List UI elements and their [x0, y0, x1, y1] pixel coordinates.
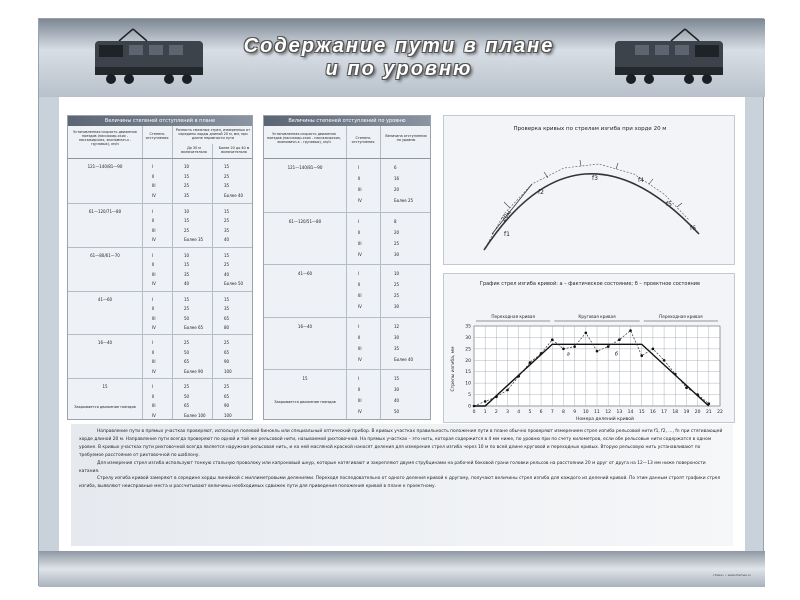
degree-cell: IV — [358, 304, 362, 310]
y-tick-label: 10 — [465, 381, 471, 387]
degree-cell: III — [152, 403, 156, 409]
y-tick-label: 15 — [465, 370, 471, 376]
degree-cell: I — [152, 208, 154, 214]
series-a-point — [674, 373, 677, 376]
y-tick-label: 0 — [468, 404, 471, 410]
series-b-label: б — [614, 351, 618, 358]
title-line-2: и по уровню — [325, 58, 473, 80]
speed-cell: 121—140/81—90 — [287, 165, 323, 170]
series-a-point — [562, 348, 565, 351]
value-cell: 15 — [394, 376, 400, 382]
degree-cell: III — [152, 183, 156, 188]
value-cell: 65 — [224, 315, 230, 321]
value-cell: 80 — [224, 325, 230, 330]
value-cell: Более 50 — [224, 281, 244, 287]
value-cell: 10 — [184, 208, 190, 214]
value-cell: 50 — [394, 409, 400, 415]
value-cell: 16 — [394, 176, 400, 181]
degree-cell: I — [152, 164, 154, 169]
x-tick-label: 2 — [494, 410, 498, 415]
value-cell: 40 — [224, 271, 230, 277]
x-tick-label: 13 — [616, 410, 623, 415]
speed-cell: 61—120/71—80 — [88, 208, 122, 214]
x-tick-label: 12 — [605, 410, 612, 415]
table-plan-col-over: Более 20 до 40 м включительно — [218, 146, 250, 154]
series-a-point — [629, 329, 632, 332]
y-tick-label: 5 — [468, 393, 471, 399]
value-cell: 50 — [184, 349, 190, 355]
degree-cell: IV — [152, 325, 156, 330]
table-row — [68, 334, 252, 378]
value-cell: 90 — [224, 359, 230, 365]
speed-cell: 15 — [302, 376, 308, 382]
series-a-point — [506, 389, 509, 392]
value-cell: 30 — [394, 251, 400, 257]
zone-label: Круговая кривая — [578, 314, 616, 319]
value-cell: 30 — [394, 387, 400, 393]
x-tick-label: 4 — [517, 410, 521, 415]
degree-cell: II — [152, 349, 155, 355]
degree-cell: IV — [358, 198, 362, 203]
value-cell: Более 100 — [184, 412, 206, 418]
value-cell: 15 — [224, 208, 230, 214]
table-plan — [67, 115, 253, 420]
series-a-point — [573, 345, 576, 348]
value-cell: 35 — [224, 183, 230, 188]
series-a-point — [708, 402, 711, 405]
x-tick-label: 16 — [650, 410, 656, 415]
value-cell: 90 — [224, 403, 230, 409]
note-cell: Закрывается движение поездов — [274, 400, 336, 405]
speed-cell: 15 — [102, 384, 108, 390]
degree-cell: III — [152, 315, 156, 321]
value-cell: 25 — [184, 306, 190, 311]
x-tick-label: 9 — [573, 410, 577, 415]
degree-cell: II — [152, 393, 155, 399]
degree-cell: III — [152, 227, 156, 233]
degree-cell: II — [152, 262, 155, 268]
series-a-point — [585, 332, 588, 335]
value-cell: 40 — [184, 281, 190, 287]
value-cell: 35 — [184, 271, 190, 277]
series-a-point — [696, 393, 699, 396]
series-a-point — [484, 400, 487, 403]
x-tick-label: 8 — [562, 410, 565, 415]
footer-credit: «Тема» • www.themes.ru — [712, 573, 751, 577]
degree-cell: II — [152, 173, 155, 179]
table-row — [264, 317, 430, 370]
value-cell: 65 — [224, 393, 230, 399]
value-cell: 35 — [224, 227, 230, 233]
value-cell: 15 — [224, 252, 230, 258]
description-p3: Стрелу изгиба кривой замеряют в середине хорды линейкой с миллиметровыми делениями. Переходя последовательно от одного деления кривой к другому, получают величины стрел изгиба для каждого из делений кривой. По этим данным строят графики стрел изгиба, выявляют неисправные места и рассчитывают величины необходимых сдвижек пути для приведения положения кривой в плане к проектному. — [79, 476, 721, 490]
value-cell: 15 — [184, 262, 190, 268]
value-cell: Более 40 — [394, 356, 414, 362]
bend-chart — [443, 273, 735, 423]
value-cell: Более 90 — [184, 368, 204, 374]
content-panel — [59, 97, 745, 551]
x-tick-label: 21 — [705, 410, 712, 415]
degree-cell: III — [358, 398, 362, 404]
x-tick-label: 18 — [672, 410, 679, 415]
x-tick-label: 17 — [661, 410, 667, 415]
series-a-point — [685, 386, 688, 389]
degree-cell: I — [152, 252, 154, 258]
series-a-point — [517, 375, 520, 378]
degree-cell: I — [358, 165, 360, 170]
locomotive-right-image — [609, 27, 729, 89]
degree-cell: II — [358, 229, 361, 235]
y-tick-label: 30 — [465, 335, 471, 341]
value-cell: 25 — [394, 240, 400, 246]
degree-cell: IV — [152, 368, 156, 374]
chord-polyline — [484, 164, 689, 250]
offset-line — [616, 163, 618, 169]
table-plan-col-diff: Разность смежных стрел, измеренных от середины хорды длиной 20 м, мм, при длине неровности пути — [175, 128, 251, 140]
value-cell: 25 — [224, 340, 230, 346]
table-level-col-speed: Установленная скорость движения поездов (пассажир-ских - пассажирских, экономичн-х - грузовых), км/ч — [267, 132, 341, 144]
table-row — [68, 291, 252, 335]
offset-line — [649, 179, 653, 184]
degree-cell: III — [152, 359, 156, 365]
offset-line — [544, 172, 548, 178]
table-row — [264, 159, 430, 212]
title-line-1: Содержание пути в плане — [243, 35, 555, 57]
value-cell: 65 — [224, 349, 230, 355]
curve-diagram-title: Проверка кривых по стрелам изгиба при хорде 20 м — [513, 126, 667, 132]
value-cell: 10 — [184, 164, 190, 169]
y-tick-label: 35 — [465, 324, 471, 330]
value-cell: 8 — [394, 218, 397, 224]
x-tick-label: 20 — [694, 410, 701, 415]
header-banner — [39, 19, 765, 97]
degree-cell: II — [358, 176, 361, 181]
table-row — [68, 203, 252, 247]
degree-cell: IV — [358, 356, 362, 362]
chart-xlabel: Номера делений кривой — [576, 417, 634, 422]
degree-cell: II — [358, 282, 361, 288]
description-p1: Направление пути в прямых участках проверяют, используя полевой бинокль или специальный оптический прибор. В кривых участках правильность положения пути в плане обычно проверяют измерением стрел изгиба рельсовой нити f1, f2, ..., fn при стягивающей хорде длиной 20 м. Направление пути всегда проверяют по одной и той же рельсовой нити, называемой рихтовочной. На прямых участках – это нить, которая содержится в 4 мм ниже, по уровню при по счету километров, если обе рельсовые нити содержатся в одном уровне. В кривых участках пути рихтовочной всегда является наружная рельсовая нить, и на ней масляной краской наносят деления для измерения стрел изгиба через 10 м по всей длине круговой и переходных кривых. Вторую рельсовую нить устанавливают по требуемое расстояние от рихтовочной по шаблону. — [79, 429, 723, 458]
value-cell: 25 — [224, 173, 230, 179]
degree-cell: I — [152, 340, 154, 346]
value-cell: 10 — [394, 271, 400, 277]
x-tick-label: 5 — [528, 410, 532, 415]
series-a-point — [640, 354, 643, 357]
value-cell: 25 — [224, 262, 230, 268]
value-cell: 35 — [184, 192, 190, 198]
value-cell: 40 — [224, 237, 230, 243]
value-cell: 35 — [224, 306, 230, 311]
table-row — [264, 369, 430, 422]
value-cell: 35 — [394, 345, 400, 351]
chart-title: График стрел изгиба кривой: а – фактическое состояние; б – проектное состояние — [479, 281, 701, 287]
degree-cell: II — [152, 306, 155, 311]
table-plan-col-upto: До 30 м включительно — [181, 146, 207, 154]
value-cell: 50 — [184, 393, 190, 399]
value-cell: 12 — [394, 323, 400, 329]
x-tick-label: 6 — [539, 410, 543, 415]
label-f5: f5 — [666, 201, 672, 208]
series-a-point — [529, 361, 532, 364]
value-cell: 25 — [184, 384, 190, 390]
x-tick-label: 7 — [550, 410, 554, 415]
series-a-point — [618, 338, 621, 341]
x-tick-label: 15 — [638, 410, 645, 415]
degree-cell: II — [358, 334, 361, 340]
value-cell: 15 — [224, 296, 230, 302]
table-level-col-degree: Степень отступления — [351, 136, 375, 144]
footer-banner — [39, 551, 765, 587]
value-cell: 6 — [394, 165, 397, 170]
degree-cell: IV — [152, 237, 156, 243]
value-cell: 25 — [184, 227, 190, 233]
label-f6: f6 — [690, 225, 696, 232]
note-cell: Закрывается движение поездов — [74, 405, 136, 410]
value-cell: 40 — [394, 398, 400, 404]
value-cell: 65 — [184, 359, 190, 365]
value-cell: 15 — [184, 218, 190, 224]
table-row — [68, 247, 252, 291]
x-tick-label: 10 — [582, 410, 589, 415]
series-a-point — [607, 345, 610, 348]
table-plan-col-speed: Установленная скорость движения поездов (пассажир-ских - пассажирских, экономичн-х - грузовых), км/ч — [73, 130, 137, 146]
value-cell: 25 — [224, 384, 230, 390]
degree-cell: I — [358, 376, 360, 382]
curve-arc — [484, 174, 699, 250]
speed-cell: 61—120/51—80 — [288, 218, 322, 224]
x-tick-label: 14 — [627, 410, 634, 415]
value-cell: 100 — [224, 412, 232, 418]
x-tick-label: 19 — [683, 410, 690, 415]
y-tick-label: 25 — [465, 347, 471, 353]
table-row — [68, 378, 252, 422]
poster — [38, 18, 764, 586]
table-plan-body — [68, 158, 252, 419]
table-level-body — [264, 158, 430, 419]
x-tick-label: 0 — [472, 410, 476, 415]
table-level-col-value: Величина отступления по уровню — [385, 134, 427, 142]
value-cell: 15 — [224, 164, 230, 169]
degree-cell: IV — [152, 412, 156, 418]
table-level — [263, 115, 431, 420]
locomotive-left-image — [89, 27, 209, 89]
degree-cell: IV — [152, 192, 156, 198]
speed-cell: 61—80/61—70 — [90, 252, 120, 258]
speed-cell: 41—60 — [297, 271, 313, 277]
degree-cell: III — [358, 293, 362, 299]
series-a-point — [551, 338, 554, 341]
degree-cell: IV — [358, 251, 362, 257]
label-f3: f3 — [592, 175, 598, 182]
degree-cell: I — [358, 323, 360, 329]
label-f2: f2 — [538, 189, 544, 196]
value-cell: 10 — [184, 252, 190, 258]
label-chord: 20м — [500, 209, 514, 224]
degree-cell: IV — [358, 409, 362, 415]
zone-label: Переходная кривая — [659, 314, 703, 319]
table-row — [264, 212, 430, 265]
degree-cell: I — [152, 384, 154, 390]
value-cell: 25 — [394, 293, 400, 299]
degree-cell: II — [152, 218, 155, 224]
chart-grid — [474, 326, 720, 406]
degree-cell: III — [358, 240, 362, 246]
series-a-point — [495, 396, 498, 399]
series-a-point — [663, 359, 666, 362]
x-tick-label: 3 — [506, 410, 509, 415]
series-a-point — [540, 352, 543, 355]
zone-label: Переходная кривая — [491, 314, 535, 319]
degree-cell: I — [358, 271, 360, 277]
table-row — [68, 159, 252, 203]
table-plan-col-degree: Степень отступления — [145, 132, 169, 140]
value-cell: Более 35 — [184, 237, 204, 243]
curve-diagram — [443, 115, 735, 265]
value-cell: 50 — [184, 315, 190, 321]
y-tick-label: 20 — [465, 358, 471, 364]
value-cell: 100 — [224, 368, 232, 374]
description-text — [71, 424, 733, 546]
value-cell: 30 — [394, 304, 400, 310]
value-cell: 25 — [224, 218, 230, 224]
series-a-label: а — [566, 351, 570, 358]
chart-ylabel: Стрелы изгиба, мм — [451, 346, 456, 392]
series-a-point — [473, 405, 476, 408]
degree-cell: III — [358, 345, 362, 351]
speed-cell: 16—40 — [297, 323, 313, 329]
description-p2: Для измерения стрел изгиба используют тонкую стальную проволоку или капроновый шнур, которые натягивают и закрепляют двумя струбцинами на рабочей боковой грани головки рельсов на расстоянии 20 м друг от друга на 12—13 мм ниже поверхности катания. — [79, 460, 706, 474]
value-cell: Более 40 — [224, 192, 244, 198]
series-a-point — [596, 350, 599, 353]
value-cell: 65 — [184, 403, 190, 409]
chord-line — [492, 184, 532, 234]
x-tick-label: 22 — [717, 410, 723, 415]
degree-cell: III — [152, 271, 156, 277]
table-plan-title: Величины степеней отступлений в плане — [68, 116, 252, 126]
value-cell: 20 — [394, 187, 400, 192]
page-title — [219, 35, 579, 81]
chart-zones — [476, 314, 718, 321]
speed-cell: 16—40 — [97, 340, 113, 346]
offset-line — [504, 202, 510, 208]
x-tick-label: 1 — [483, 410, 487, 415]
value-cell: 25 — [394, 282, 400, 288]
label-f4: f4 — [638, 177, 644, 184]
label-f1: f1 — [504, 231, 510, 238]
value-cell: 20 — [394, 229, 400, 235]
value-cell: 25 — [184, 183, 190, 188]
value-cell: Более 65 — [184, 325, 204, 330]
offset-line — [677, 203, 682, 207]
degree-cell: II — [358, 387, 361, 393]
value-cell: 30 — [394, 334, 400, 340]
offset-line — [580, 160, 581, 166]
value-cell: 15 — [184, 296, 190, 302]
speed-cell: 41—60 — [97, 296, 113, 302]
degree-cell: IV — [152, 281, 156, 287]
value-cell: Более 25 — [394, 198, 414, 203]
degree-cell: III — [358, 187, 362, 192]
value-cell: 25 — [184, 340, 190, 346]
series-a-point — [652, 348, 655, 351]
degree-cell: I — [152, 296, 154, 302]
speed-cell: 121—140/81—90 — [87, 164, 123, 169]
value-cell: 15 — [184, 173, 190, 179]
table-level-title: Величины степеней отступлений по уровню — [264, 116, 430, 126]
x-tick-label: 11 — [594, 410, 600, 415]
degree-cell: I — [358, 218, 360, 224]
table-row — [264, 264, 430, 317]
